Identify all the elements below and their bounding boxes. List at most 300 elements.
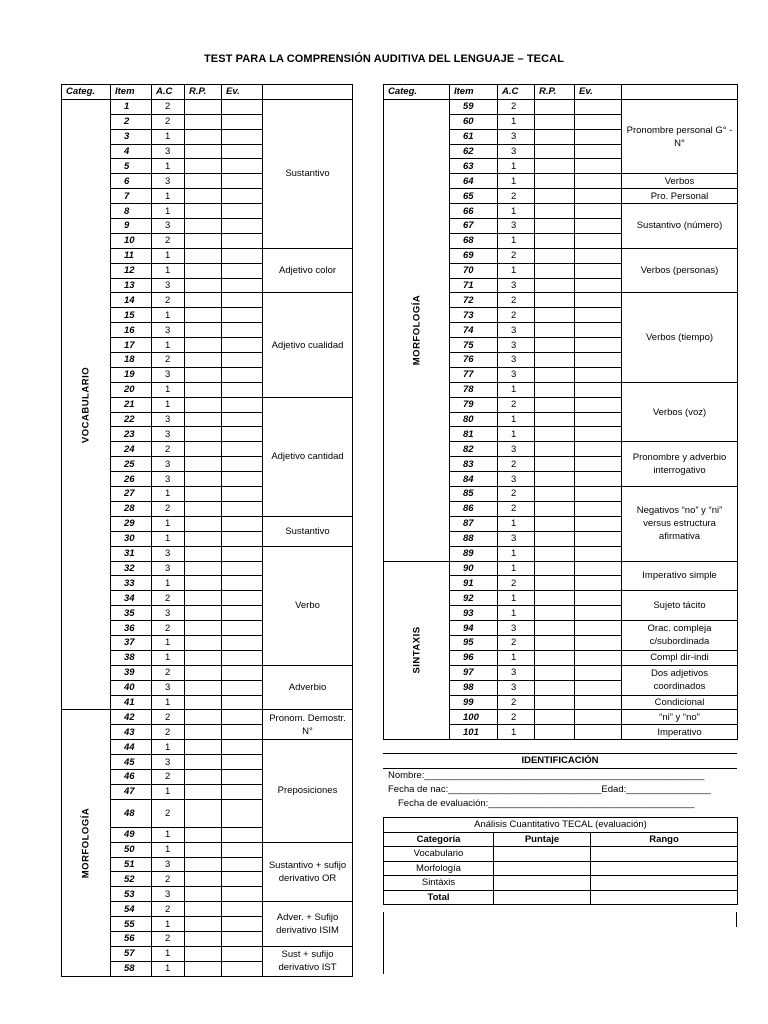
rp-cell[interactable] bbox=[535, 219, 575, 234]
rp-cell[interactable] bbox=[535, 680, 575, 695]
score-cell[interactable] bbox=[494, 890, 591, 905]
rp-cell[interactable] bbox=[185, 501, 222, 516]
ev-cell[interactable] bbox=[222, 248, 263, 263]
group-description: Adjetivo cualidad bbox=[263, 293, 353, 397]
rp-cell[interactable] bbox=[185, 695, 222, 710]
ev-cell[interactable] bbox=[222, 872, 263, 887]
ac-value: 1 bbox=[152, 338, 185, 353]
ev-cell[interactable] bbox=[222, 650, 263, 665]
ev-cell[interactable] bbox=[575, 546, 622, 561]
rp-cell[interactable] bbox=[185, 99, 222, 114]
rp-cell[interactable] bbox=[535, 546, 575, 561]
ev-cell[interactable] bbox=[575, 219, 622, 234]
ac-value: 2 bbox=[498, 189, 535, 204]
rp-cell[interactable] bbox=[535, 710, 575, 725]
item-number: 73 bbox=[450, 308, 498, 323]
ev-cell[interactable] bbox=[222, 902, 263, 917]
rp-cell[interactable] bbox=[185, 784, 222, 799]
rp-cell[interactable] bbox=[535, 621, 575, 636]
birthdate-age-field[interactable]: Fecha de nac:_____________________________Edad:________________ bbox=[388, 784, 711, 795]
rp-cell[interactable] bbox=[185, 842, 222, 857]
ev-cell[interactable] bbox=[575, 427, 622, 442]
item-number: 15 bbox=[111, 308, 152, 323]
ev-cell[interactable] bbox=[222, 308, 263, 323]
item-number: 7 bbox=[111, 189, 152, 204]
ev-cell[interactable] bbox=[222, 412, 263, 427]
rp-cell[interactable] bbox=[185, 680, 222, 695]
ev-cell[interactable] bbox=[575, 248, 622, 263]
range-cell[interactable] bbox=[591, 861, 738, 876]
rp-cell[interactable] bbox=[185, 755, 222, 770]
ev-cell[interactable] bbox=[222, 189, 263, 204]
rp-cell[interactable] bbox=[185, 397, 222, 412]
rp-cell[interactable] bbox=[185, 946, 222, 961]
ev-cell[interactable] bbox=[575, 621, 622, 636]
ev-cell[interactable] bbox=[222, 233, 263, 248]
ev-cell[interactable] bbox=[222, 665, 263, 680]
ev-cell[interactable] bbox=[575, 233, 622, 248]
ac-value: 1 bbox=[152, 189, 185, 204]
ev-cell[interactable] bbox=[575, 338, 622, 353]
rp-cell[interactable] bbox=[185, 902, 222, 917]
header-row bbox=[384, 85, 738, 100]
ev-cell[interactable] bbox=[222, 931, 263, 946]
item-number: 63 bbox=[450, 159, 498, 174]
item-number: 77 bbox=[450, 367, 498, 382]
rp-cell[interactable] bbox=[185, 219, 222, 234]
ac-value: 1 bbox=[152, 635, 185, 650]
rp-cell[interactable] bbox=[535, 487, 575, 502]
item-number: 21 bbox=[111, 397, 152, 412]
item-number: 57 bbox=[111, 946, 152, 961]
rp-cell[interactable] bbox=[535, 457, 575, 472]
rp-cell[interactable] bbox=[185, 546, 222, 561]
ev-cell[interactable] bbox=[222, 382, 263, 397]
item-number: 67 bbox=[450, 219, 498, 234]
ev-cell[interactable] bbox=[222, 531, 263, 546]
ac-value: 1 bbox=[152, 650, 185, 665]
rp-cell[interactable] bbox=[185, 174, 222, 189]
ac-value: 1 bbox=[152, 576, 185, 591]
rp-cell[interactable] bbox=[185, 621, 222, 636]
item-number: 74 bbox=[450, 323, 498, 338]
ev-cell[interactable] bbox=[222, 442, 263, 457]
ev-cell[interactable] bbox=[575, 576, 622, 591]
rp-cell[interactable] bbox=[535, 323, 575, 338]
ac-value: 1 bbox=[152, 961, 185, 976]
rp-cell[interactable] bbox=[185, 233, 222, 248]
ev-cell[interactable] bbox=[575, 725, 622, 740]
ev-cell[interactable] bbox=[575, 606, 622, 621]
ac-value: 1 bbox=[498, 382, 535, 397]
ev-cell[interactable] bbox=[575, 516, 622, 531]
group-description: “ni” y “no” bbox=[622, 710, 738, 725]
ac-value: 3 bbox=[498, 621, 535, 636]
rp-cell[interactable] bbox=[185, 769, 222, 784]
rp-cell[interactable] bbox=[535, 129, 575, 144]
rp-cell[interactable] bbox=[185, 606, 222, 621]
analysis-table bbox=[383, 817, 738, 905]
rp-cell[interactable] bbox=[185, 827, 222, 842]
rp-cell[interactable] bbox=[185, 917, 222, 932]
ev-cell[interactable] bbox=[222, 946, 263, 961]
ev-cell[interactable] bbox=[222, 606, 263, 621]
ev-cell[interactable] bbox=[575, 367, 622, 382]
ev-cell[interactable] bbox=[222, 501, 263, 516]
ev-cell[interactable] bbox=[222, 367, 263, 382]
rp-cell[interactable] bbox=[535, 248, 575, 263]
rp-cell[interactable] bbox=[185, 248, 222, 263]
rp-cell[interactable] bbox=[185, 293, 222, 308]
table-row bbox=[384, 99, 738, 114]
ev-cell[interactable] bbox=[575, 501, 622, 516]
rp-cell[interactable] bbox=[185, 561, 222, 576]
item-number: 36 bbox=[111, 621, 152, 636]
ev-cell[interactable] bbox=[575, 204, 622, 219]
ev-cell[interactable] bbox=[222, 204, 263, 219]
ev-cell[interactable] bbox=[222, 546, 263, 561]
ev-cell[interactable] bbox=[222, 323, 263, 338]
rp-cell[interactable] bbox=[535, 665, 575, 680]
ev-cell[interactable] bbox=[222, 263, 263, 278]
ac-value: 1 bbox=[152, 827, 185, 842]
ev-cell[interactable] bbox=[222, 769, 263, 784]
ac-value: 3 bbox=[152, 174, 185, 189]
rp-cell[interactable] bbox=[185, 442, 222, 457]
rp-cell[interactable] bbox=[185, 159, 222, 174]
ev-cell[interactable] bbox=[575, 591, 622, 606]
ac-value: 1 bbox=[498, 263, 535, 278]
rp-cell[interactable] bbox=[185, 338, 222, 353]
score-cell[interactable] bbox=[494, 847, 591, 862]
ev-cell[interactable] bbox=[575, 99, 622, 114]
rp-cell[interactable] bbox=[535, 382, 575, 397]
rp-cell[interactable] bbox=[535, 501, 575, 516]
rp-cell[interactable] bbox=[185, 382, 222, 397]
group-description: Pro. Personal bbox=[622, 189, 738, 204]
ev-cell[interactable] bbox=[222, 457, 263, 472]
ev-cell[interactable] bbox=[222, 621, 263, 636]
ac-value: 3 bbox=[152, 278, 185, 293]
ac-value: 1 bbox=[152, 531, 185, 546]
ev-cell[interactable] bbox=[575, 278, 622, 293]
ac-value: 3 bbox=[152, 367, 185, 382]
item-number: 25 bbox=[111, 457, 152, 472]
ev-cell[interactable] bbox=[222, 353, 263, 368]
ev-cell[interactable] bbox=[575, 397, 622, 412]
rp-cell[interactable] bbox=[535, 397, 575, 412]
rp-cell[interactable] bbox=[185, 635, 222, 650]
ev-cell[interactable] bbox=[575, 487, 622, 502]
divider bbox=[736, 912, 737, 927]
rp-cell[interactable] bbox=[535, 204, 575, 219]
rp-cell[interactable] bbox=[535, 233, 575, 248]
item-number: 97 bbox=[450, 665, 498, 680]
rp-cell[interactable] bbox=[185, 144, 222, 159]
rp-cell[interactable] bbox=[535, 576, 575, 591]
ac-value: 3 bbox=[152, 472, 185, 487]
ev-cell[interactable] bbox=[222, 487, 263, 502]
ac-value: 1 bbox=[498, 516, 535, 531]
ac-value: 1 bbox=[498, 174, 535, 189]
rp-cell[interactable] bbox=[535, 189, 575, 204]
ev-cell[interactable] bbox=[222, 338, 263, 353]
ev-cell[interactable] bbox=[222, 219, 263, 234]
ev-cell[interactable] bbox=[222, 114, 263, 129]
rp-cell[interactable] bbox=[185, 531, 222, 546]
rp-cell[interactable] bbox=[535, 99, 575, 114]
rp-cell[interactable] bbox=[535, 263, 575, 278]
ev-cell[interactable] bbox=[575, 695, 622, 710]
ev-cell[interactable] bbox=[222, 591, 263, 606]
rp-cell[interactable] bbox=[185, 487, 222, 502]
item-number: 11 bbox=[111, 248, 152, 263]
rp-cell[interactable] bbox=[535, 174, 575, 189]
evaluation-date-field[interactable]: Fecha de evaluación:_______________________________________ bbox=[398, 798, 695, 809]
ac-value: 2 bbox=[152, 501, 185, 516]
ac-value: 2 bbox=[152, 591, 185, 606]
ev-cell[interactable] bbox=[222, 799, 263, 827]
ac-value: 3 bbox=[152, 755, 185, 770]
ev-cell[interactable] bbox=[575, 635, 622, 650]
rp-cell[interactable] bbox=[185, 961, 222, 976]
ev-cell[interactable] bbox=[222, 576, 263, 591]
rp-cell[interactable] bbox=[535, 367, 575, 382]
item-number: 50 bbox=[111, 842, 152, 857]
ev-cell[interactable] bbox=[222, 397, 263, 412]
rp-cell[interactable] bbox=[535, 159, 575, 174]
ev-cell[interactable] bbox=[222, 99, 263, 114]
ac-value: 3 bbox=[152, 887, 185, 902]
ev-cell[interactable] bbox=[222, 740, 263, 755]
rp-cell[interactable] bbox=[185, 576, 222, 591]
group-description: Adver. + Sufijo derivativo ISIM bbox=[263, 902, 353, 947]
ev-cell[interactable] bbox=[575, 174, 622, 189]
item-number: 90 bbox=[450, 561, 498, 576]
group-description: Pronom. Demostr. N° bbox=[263, 710, 353, 740]
ac-value: 1 bbox=[152, 917, 185, 932]
ev-cell[interactable] bbox=[575, 323, 622, 338]
ev-cell[interactable] bbox=[222, 561, 263, 576]
ev-cell[interactable] bbox=[222, 427, 263, 442]
item-number: 40 bbox=[111, 680, 152, 695]
rp-cell[interactable] bbox=[185, 353, 222, 368]
item-number: 91 bbox=[450, 576, 498, 591]
ev-cell[interactable] bbox=[222, 725, 263, 740]
ev-cell[interactable] bbox=[575, 710, 622, 725]
item-number: 62 bbox=[450, 144, 498, 159]
rp-cell[interactable] bbox=[535, 114, 575, 129]
ev-cell[interactable] bbox=[222, 842, 263, 857]
ev-cell[interactable] bbox=[575, 665, 622, 680]
item-number: 84 bbox=[450, 472, 498, 487]
group-description: Dos adjetivos coordinados bbox=[622, 665, 738, 695]
rp-cell[interactable] bbox=[185, 516, 222, 531]
rp-cell[interactable] bbox=[185, 725, 222, 740]
rp-cell[interactable] bbox=[535, 635, 575, 650]
ac-value: 1 bbox=[498, 233, 535, 248]
ac-value: 2 bbox=[498, 248, 535, 263]
rp-cell[interactable] bbox=[185, 263, 222, 278]
ac-value: 1 bbox=[498, 204, 535, 219]
ev-cell[interactable] bbox=[222, 516, 263, 531]
header-row bbox=[62, 85, 353, 100]
ev-cell[interactable] bbox=[575, 293, 622, 308]
rp-cell[interactable] bbox=[535, 293, 575, 308]
ev-cell[interactable] bbox=[575, 457, 622, 472]
rp-cell[interactable] bbox=[535, 278, 575, 293]
item-number: 48 bbox=[111, 799, 152, 827]
rp-cell[interactable] bbox=[185, 710, 222, 725]
rp-cell[interactable] bbox=[535, 308, 575, 323]
ev-cell[interactable] bbox=[222, 961, 263, 976]
ac-value: 1 bbox=[152, 397, 185, 412]
item-number: 53 bbox=[111, 887, 152, 902]
ev-cell[interactable] bbox=[222, 695, 263, 710]
rp-cell[interactable] bbox=[185, 650, 222, 665]
item-number: 72 bbox=[450, 293, 498, 308]
ev-cell[interactable] bbox=[575, 159, 622, 174]
ev-cell[interactable] bbox=[222, 159, 263, 174]
item-number: 45 bbox=[111, 755, 152, 770]
rp-cell[interactable] bbox=[535, 516, 575, 531]
ev-cell[interactable] bbox=[575, 650, 622, 665]
ac-value: 2 bbox=[152, 353, 185, 368]
rp-cell[interactable] bbox=[185, 308, 222, 323]
rp-cell[interactable] bbox=[185, 740, 222, 755]
rp-cell[interactable] bbox=[185, 887, 222, 902]
ev-cell[interactable] bbox=[575, 308, 622, 323]
ev-cell[interactable] bbox=[222, 144, 263, 159]
analysis-category: Sintáxis bbox=[384, 876, 494, 891]
rp-cell[interactable] bbox=[535, 472, 575, 487]
ev-cell[interactable] bbox=[575, 189, 622, 204]
item-number: 5 bbox=[111, 159, 152, 174]
ac-value: 2 bbox=[152, 293, 185, 308]
ev-cell[interactable] bbox=[575, 412, 622, 427]
rp-cell[interactable] bbox=[185, 367, 222, 382]
rp-cell[interactable] bbox=[185, 412, 222, 427]
ev-cell[interactable] bbox=[222, 827, 263, 842]
item-number: 70 bbox=[450, 263, 498, 278]
ev-cell[interactable] bbox=[222, 917, 263, 932]
header-ev: Ev. bbox=[222, 85, 263, 100]
ev-cell[interactable] bbox=[222, 784, 263, 799]
group-description: Verbo bbox=[263, 546, 353, 665]
rp-cell[interactable] bbox=[185, 457, 222, 472]
ev-cell[interactable] bbox=[222, 278, 263, 293]
rp-cell[interactable] bbox=[185, 472, 222, 487]
rp-cell[interactable] bbox=[535, 353, 575, 368]
ac-value: 2 bbox=[152, 902, 185, 917]
rp-cell[interactable] bbox=[535, 591, 575, 606]
rp-cell[interactable] bbox=[185, 931, 222, 946]
rp-cell[interactable] bbox=[185, 129, 222, 144]
rp-cell[interactable] bbox=[185, 204, 222, 219]
ev-cell[interactable] bbox=[575, 382, 622, 397]
rp-cell[interactable] bbox=[185, 872, 222, 887]
item-number: 4 bbox=[111, 144, 152, 159]
rp-cell[interactable] bbox=[185, 857, 222, 872]
ev-cell[interactable] bbox=[575, 442, 622, 457]
ac-value: 1 bbox=[152, 248, 185, 263]
ac-value: 1 bbox=[152, 382, 185, 397]
rp-cell[interactable] bbox=[535, 144, 575, 159]
score-cell[interactable] bbox=[494, 876, 591, 891]
rp-cell[interactable] bbox=[185, 323, 222, 338]
ev-cell[interactable] bbox=[222, 887, 263, 902]
item-number: 39 bbox=[111, 665, 152, 680]
ev-cell[interactable] bbox=[222, 174, 263, 189]
range-cell[interactable] bbox=[591, 890, 738, 905]
rp-cell[interactable] bbox=[535, 442, 575, 457]
item-number: 30 bbox=[111, 531, 152, 546]
rp-cell[interactable] bbox=[185, 427, 222, 442]
ev-cell[interactable] bbox=[222, 755, 263, 770]
item-number: 89 bbox=[450, 546, 498, 561]
ev-cell[interactable] bbox=[222, 472, 263, 487]
rp-cell[interactable] bbox=[185, 591, 222, 606]
rp-cell[interactable] bbox=[535, 412, 575, 427]
ev-cell[interactable] bbox=[222, 129, 263, 144]
rp-cell[interactable] bbox=[185, 189, 222, 204]
ev-cell[interactable] bbox=[222, 635, 263, 650]
ev-cell[interactable] bbox=[575, 114, 622, 129]
ev-cell[interactable] bbox=[222, 857, 263, 872]
rp-cell[interactable] bbox=[535, 427, 575, 442]
ac-value: 3 bbox=[152, 857, 185, 872]
item-number: 80 bbox=[450, 412, 498, 427]
ac-value: 2 bbox=[152, 99, 185, 114]
rp-cell[interactable] bbox=[185, 799, 222, 827]
identification-block bbox=[383, 753, 737, 905]
ac-value: 2 bbox=[152, 931, 185, 946]
score-cell[interactable] bbox=[494, 861, 591, 876]
ev-cell[interactable] bbox=[222, 680, 263, 695]
ev-cell[interactable] bbox=[575, 353, 622, 368]
ev-cell[interactable] bbox=[575, 472, 622, 487]
rp-cell[interactable] bbox=[185, 114, 222, 129]
rp-cell[interactable] bbox=[535, 531, 575, 546]
header-ev: Ev. bbox=[575, 85, 622, 100]
group-description: Sustantivo bbox=[263, 99, 353, 248]
name-field[interactable]: Nombre:_____________________________________________________ bbox=[388, 770, 705, 781]
rp-cell[interactable] bbox=[535, 650, 575, 665]
item-number: 64 bbox=[450, 174, 498, 189]
rp-cell[interactable] bbox=[535, 338, 575, 353]
range-cell[interactable] bbox=[591, 847, 738, 862]
ev-cell[interactable] bbox=[575, 531, 622, 546]
page-title: TEST PARA LA COMPRENSIÓN AUDITIVA DEL LENGUAJE – TECAL bbox=[203, 53, 565, 65]
item-number: 69 bbox=[450, 248, 498, 263]
range-cell[interactable] bbox=[591, 876, 738, 891]
ev-cell[interactable] bbox=[575, 129, 622, 144]
ev-cell[interactable] bbox=[575, 561, 622, 576]
rp-cell[interactable] bbox=[535, 695, 575, 710]
rp-cell[interactable] bbox=[185, 665, 222, 680]
ac-value: 3 bbox=[152, 412, 185, 427]
ev-cell[interactable] bbox=[575, 144, 622, 159]
rp-cell[interactable] bbox=[535, 561, 575, 576]
rp-cell[interactable] bbox=[535, 725, 575, 740]
ev-cell[interactable] bbox=[222, 710, 263, 725]
rp-cell[interactable] bbox=[185, 278, 222, 293]
ev-cell[interactable] bbox=[575, 680, 622, 695]
rp-cell[interactable] bbox=[535, 606, 575, 621]
ev-cell[interactable] bbox=[575, 263, 622, 278]
ev-cell[interactable] bbox=[222, 293, 263, 308]
item-number: 3 bbox=[111, 129, 152, 144]
